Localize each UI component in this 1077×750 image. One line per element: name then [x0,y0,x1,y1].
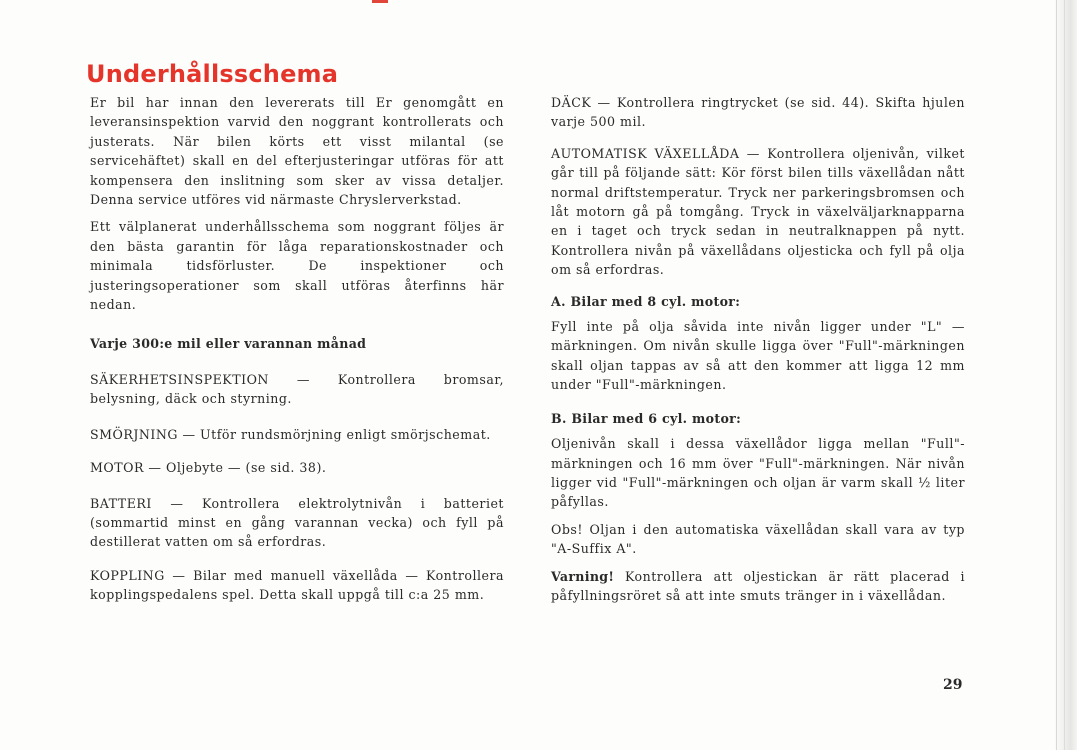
maintenance-item-safety: SÄKERHETSINSPEKTION — Kontrollera bromsar, belysning, däck och styrning. [90,371,504,407]
maintenance-item-automatic-gearbox: AUTOMATISK VÄXELLÅDA — Kontrollera oljenivån, vilket går till på följande sätt: Kör först bilen tills växellådan nått normal driftstemperatur. Tryck ner parkeringsbromsen och låt motorn gå på tomgång. Tryck in växelväljarknapparna en i taget och tryck sedan in neutralknappen på nytt. Kontrollera nivån på växellådans oljesticka och fyll på olja om så erfordras. [551,145,965,278]
maintenance-item-clutch: KOPPLING — Bilar med manuell växellåda — Kontrollera kopplingspedalens spel. Detta skall uppgå till c:a 25 mm. [90,567,504,603]
interval-heading: Varje 300:e mil eller varannan månad [90,336,367,352]
page-title: Underhållsschema [86,60,339,89]
warning-text: Kontrollera att oljestickan är rätt placerad i påfyllningsröret så att inte smuts tränger in i växellådan. [551,568,965,603]
subheading-8-cyl: A. Bilar med 8 cyl. motor: [551,293,741,309]
intro-paragraph: Ett välplanerat underhållsschema som noggrant följes är den bästa garantin för låga reparationskostnader och minimala tidsförluster. De inspektioner och justeringsoperationer som skall utföras återfinns här nedan. [90,219,504,313]
warning-label: Varning! [551,568,615,584]
top-edge-mark [372,0,388,3]
left-column [90,93,504,605]
page-edge-line [1064,0,1065,750]
maintenance-item-tires: DÄCK — Kontrollera ringtrycket (se sid. 44). Skifta hjulen varje 500 mil. [551,95,965,130]
page-number: 29 [943,677,963,693]
warning-note [551,567,965,606]
paragraph-6-cyl: Oljenivån skall i dessa växellådor ligga mellan "Full"-märkningen och 16 mm över "Full"-märkningen. När nivån ligger vid "Full"-märkningen och oljan är varm skall ½ liter påfyllas. [551,436,965,510]
maintenance-item-lubrication: SMÖRJNING — Utför rundsmörjning enligt smörjschemat. [90,426,491,442]
maintenance-item-engine: MOTOR — Oljebyte — (se sid. 38). [90,460,327,476]
paragraph-8-cyl: Fyll inte på olja såvida inte nivån ligger under "L" — märkningen. Om nivån skulle ligga över "Full"-märkningen skall oljan tappas av så att den kommer att ligga 12 mm under "Full"-märkningen. [551,319,965,393]
right-column [551,93,965,605]
subheading-6-cyl: B. Bilar med 6 cyl. motor: [551,410,742,426]
page-edge [1055,0,1077,750]
obs-note: Obs! Oljan i den automatiska växellådan skall vara av typ "A-Suffix A". [551,521,965,557]
page-edge-line [1056,0,1057,750]
maintenance-item-battery: BATTERI — Kontrollera elektrolytnivån i batteriet (sommartid minst en gång varannan vecka) och fyll på destillerat vatten om så erfordras. [90,495,504,550]
intro-paragraph: Er bil har innan den levererats till Er genomgått en leveransinspektion varvid den noggrant kontrollerats och justerats. När bilen körts ett visst milantal (se servicehäftet) skall en del efterjusteringar utföras för att kompensera den inslitning som sker av vissa detaljer. Denna service utföres vid närmaste Chryslerverkstad. [90,95,504,208]
